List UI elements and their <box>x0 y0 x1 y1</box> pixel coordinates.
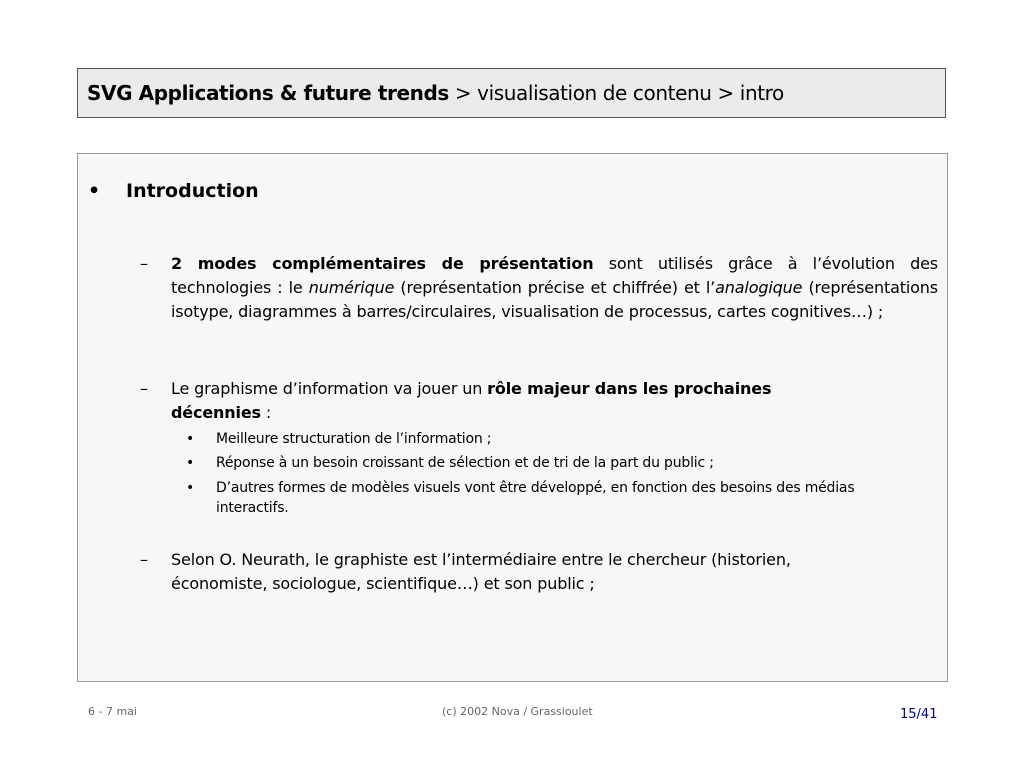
item-modes-part-a: sont utilisés grâce à l’évolution des technologies : le <box>171 254 938 297</box>
list-item-modes <box>140 252 938 324</box>
dot-bullet: • <box>186 455 195 471</box>
item-neurath-text: Selon O. Neurath, le graphiste est l’intermédiaire entre le chercheur (historien, économiste, sociologue, scientifique…) et son public ; <box>171 550 791 593</box>
dash-bullet: – <box>140 550 148 569</box>
sub-item-text: Meilleure structuration de l’information ; <box>216 431 492 447</box>
sub-item-text: Réponse à un besoin croissant de sélection et de tri de la part du public ; <box>216 455 714 471</box>
heading-introduction <box>88 180 259 202</box>
item-modes-analogique: analogique <box>715 278 803 297</box>
dot-bullet: • <box>186 480 195 496</box>
footer-copyright: (c) 2002 Nova / Grassioulet <box>442 705 593 718</box>
sub-list-item <box>186 453 926 473</box>
dot-bullet: • <box>186 431 195 447</box>
page-number: 15/41 <box>900 707 938 722</box>
list-item-neurath <box>140 548 938 596</box>
item-modes-numerique: numérique <box>308 278 395 297</box>
list-item-graphisme <box>140 377 938 425</box>
item-modes-part-c: (représentations isotype, diagrammes à barres/circulaires, visualisation de processus, cartes cognitives…) ; <box>171 278 938 321</box>
item-graphisme-text <box>171 377 938 425</box>
bullet: • <box>88 180 101 202</box>
heading-text: Introduction <box>126 180 259 202</box>
content-area <box>77 153 948 682</box>
dash-bullet: – <box>140 379 148 398</box>
slide-title <box>77 68 946 118</box>
dash-bullet: – <box>140 254 148 273</box>
item-graphisme-part-a: Le graphisme d’information va jouer un <box>171 379 488 398</box>
item-graphisme-bold: rôle majeur dans les prochaines décennies <box>171 379 772 422</box>
title-main: SVG Applications & future trends <box>87 81 449 105</box>
footer-date: 6 - 7 mai <box>88 705 137 718</box>
title-breadcrumb: > visualisation de contenu > intro <box>448 81 784 105</box>
item-modes-bold: 2 modes complémentaires de présentation <box>171 254 594 273</box>
sub-list-item <box>186 478 926 518</box>
item-graphisme-part-b: : <box>260 403 272 422</box>
item-modes-part-b: (représentation précise et chiffrée) et l’ <box>394 278 716 297</box>
sub-item-text: D’autres formes de modèles visuels vont être développé, en fonction des besoins des médias interactifs. <box>216 480 855 516</box>
item-modes-text <box>171 252 938 324</box>
sub-list-item <box>186 429 926 449</box>
